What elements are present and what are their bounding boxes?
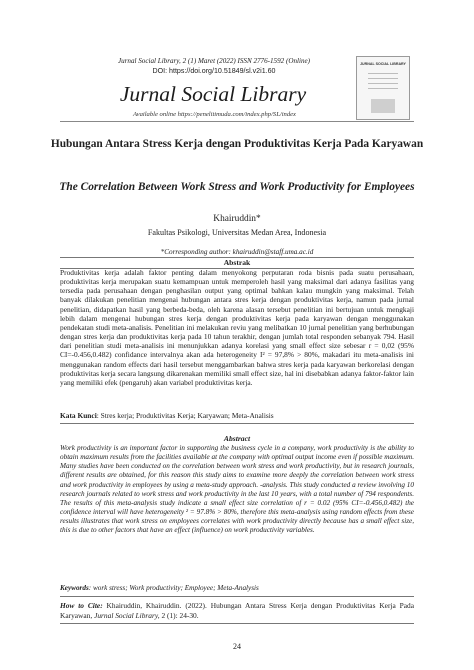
doi-link[interactable]: DOI: https://doi.org/10.51849/sl.v2i1.60 [152,67,276,75]
journal-name: Jurnal Social Library [119,82,307,106]
abstract-heading-indonesian: Abstrak [223,258,251,267]
keywords-label: Kata Kunci [60,411,97,420]
divider [60,423,414,424]
online-url[interactable]: Available online https://penelitimuda.com/index.php/SL/index [133,111,296,118]
cover-line [368,78,398,79]
cite-pages: 2 (1): 24-30. [161,610,199,620]
keywords-indonesian [60,411,414,420]
divider [60,623,414,624]
cite-journal: Jurnal Social Library, [94,610,160,620]
cover-line [368,88,398,89]
journal-cover-thumbnail [356,56,410,120]
abstract-text-indonesian: Produktivitas kerja adalah faktor penting dalam menyokong perputaran roda bisnis pada suatu perusahaan, produktivitas kerja merupakan suatu kemampuan untuk memperoleh hasil yang maksimal dari adanya fasilitas yang tersedia pada perusahaan dengan penghasilan output yang optimal bahkan kalau mungkin yang maksimal. Telah banyak dilakukan penelitian mengenai hubungan antara stres kerja dengan produktivitas kerja, namun pada jurnal penelitian, didapatkan hasil yang berbeda-beda, oleh karena alasan tersebut penelitian ini bertujuan untuk mengkaji lebih dalam mengenai hubungan stres kerja dengan produktivitas kerja pada karyawan dengan menggunakan pendekatan studi meta-analisis. Penelitian ini melakukan reviu yang melibatkan 10 jurnal penelitian yang berhubungan dengan stres kerja dan produktivitas kerja pada 10 tahun terakhir, dengan jumlah total responden sebanyak 794. Hasil dari penelitian studi meta-analisis ini menunjukkan adanya korelasi yang small effect size sebesar r = 0,02 (95% CI=-0.456,0.482) confidance intervalnya akan ada heterogeneity I² = 97,8% > 80%, makadari itu meta-analisis ini menggunakan random effects dari hasil tersebut menggambarkan bahwa stres kerja pada karyawan berkorelasi dengan produktivitas kerja secara langsung dikarenakan memiliki small effect size, hal ini disebabkan adanya faktor-faktor lain yang memiliki efek (pengaruh) akan variabel produktivitas kerja. [60,268,414,387]
abstract-text-english: Work productivity is an important factor in supporting the business cycle in a company, work productivity is the ability to obtain maximum results from the facilities available at the company with optimal output income even if possible maximum. Many studies have been conducted on the correlation between work stress and work productivity, but in research journals, different results are obtained, for this reason this study aims to examine more deeply the correlation between work stress and work productivity in employees by using a meta-study approach. -analysis. This study conducted a review involving 10 research journals related to work stress and work productivity in the last 10 years, with a total number of 794 respondents. The results of this meta-analysis study indicate a small effect size correlation of r = 0.02 (95% CI=-0.456,0.482) the confidence interval will have heterogeneity ² = 97.8% > 80%, therefore this meta-analysis using random effects from these results illustrates that work stress on employees correlates with work productivity directly because has a small effect size, this is due to other factors that have an effect (influence) on work productivity variables. [60,444,414,535]
abstract-heading-english: Abstract [223,434,251,443]
cover-line [368,83,398,84]
divider [60,596,414,597]
how-to-cite [60,601,414,620]
corresponding-author: *Corresponding author: khairuddin@staff.uma.ac.id [160,248,314,256]
keywords-value: : Stres kerja; Produktivitas Kerja; Karyawan; Meta-Analisis [96,411,274,420]
article-title-indonesian: Hubungan Antara Stress Kerja dengan Produktivitas Kerja Pada Karyawan [50,138,424,150]
page-number: 24 [233,642,241,651]
journal-meta: Jurnal Social Library, 2 (1) Maret (2022) ISSN 2776-1592 (Online) [117,57,311,65]
article-title-english: The Correlation Between Work Stress and Work Productivity for Employees [59,181,415,193]
author-name: Khairuddin* [213,214,261,224]
cite-text: Khairuddin, Khairuddin. (2022). Hubungan Antara Stress Kerja dengan Produktivitas Kerja Pada Karyawan, [60,601,414,620]
keywords-english [60,584,414,592]
header-divider [60,121,414,122]
keywords-value: : work stress; Work productivity; Employee; Meta-Analysis [88,584,259,592]
cite-label: How to Cite: [60,601,103,610]
keywords-label: Keywords [60,584,89,592]
cover-line [368,73,398,74]
cover-title: JURNAL SOCIAL LIBRARY [360,62,406,66]
author-affiliation: Fakultas Psikologi, Universitas Medan Area, Indonesia [147,228,327,237]
cover-logo-block [371,99,395,113]
